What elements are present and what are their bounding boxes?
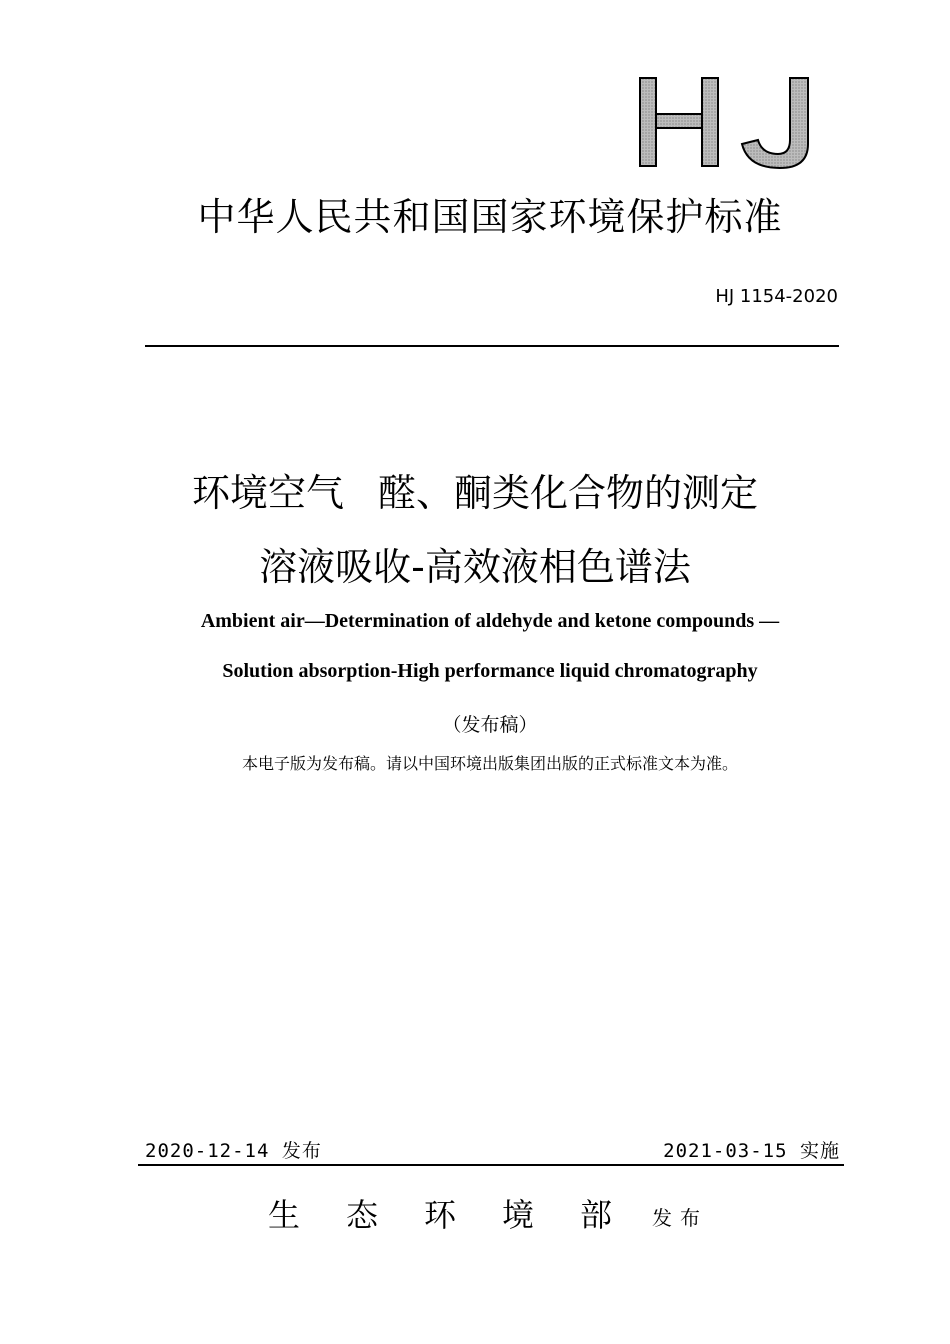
title-en-line1: Ambient air—Determination of aldehyde and ketone compounds — <box>200 610 780 632</box>
ministry-name: 生态环境部 <box>268 1196 659 1234</box>
hj-logo <box>636 72 816 172</box>
title-cn-subject: 环境空气 <box>191 471 344 515</box>
standard-number: HJ 1154-2020 <box>715 286 838 307</box>
implement-date: 2021-03-15 实施 <box>663 1140 840 1162</box>
title-en-line2: Solution absorption-High performance liquid chromatography <box>222 660 758 682</box>
title-cn-analyte: 醛、酮类化合物的测定 <box>378 471 759 515</box>
publish-date: 2020-12-14 发布 <box>145 1140 322 1162</box>
title-cn-line1 <box>0 462 950 517</box>
electronic-version-notice: 本电子版为发布稿。请以中国环境出版集团出版的正式标准文本为准。 <box>241 754 738 773</box>
draft-label: （发布稿） <box>442 714 538 736</box>
issuer-label: 发布 <box>652 1206 708 1230</box>
title-cn-line2: 溶液吸收-高效液相色谱法 <box>259 545 691 589</box>
bottom-divider <box>138 1164 844 1166</box>
organization-title: 中华人民共和国国家环境保护标准 <box>197 195 783 239</box>
top-divider <box>145 345 839 347</box>
